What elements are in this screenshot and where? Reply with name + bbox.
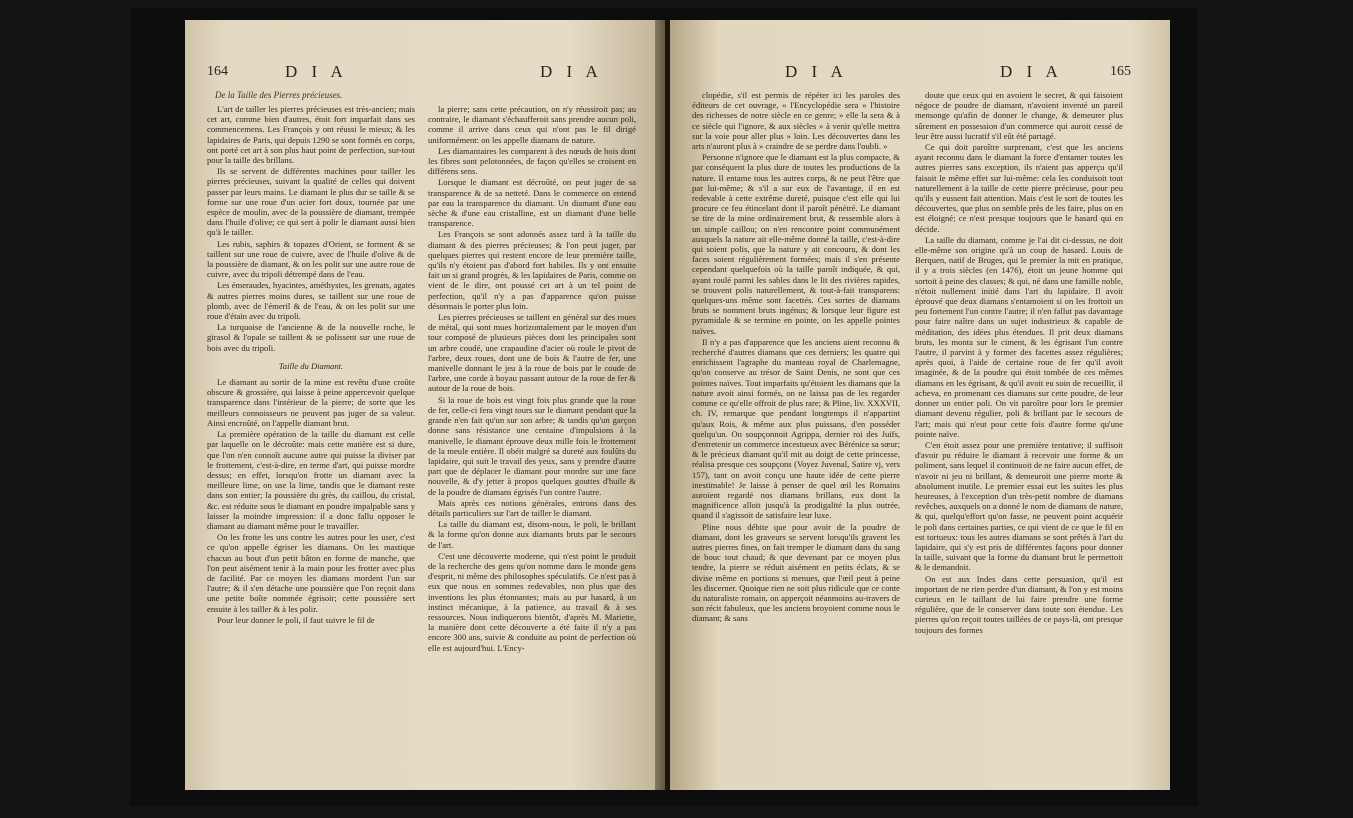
paragraph: La taille du diamant, comme je l'ai dit ci-dessus, ne doit elle-même son origine qu'à un coup de hasard. Louis de Berquen, natif de Bruges, qui le premier la mit en pratique, il y a trois siècles (en 1476), étoit un jeune homme qui sortoit à peine des classes; & qui, né dans une famille noble, n'étoit nullement initié dans l'art du lapidaire. Il avoit éprouvé que deux diamans s'entamoient si on les frottoit un peu fortement l'un contre l'autre; il n'en fallut pas davantage pour faire naître dans un sujet industrieux & capable de méditation, des idées plus étendues. Il prit deux diamans bruts, les monta sur le ciment, & les égrisant l'un contre l'autre, il parvint à y former des facettes assez régulières; après quoi, à l'aide de certaine roue de fer qu'il avoit imaginée, & de la poudre qui étoit tombée de ces mêmes diamans en les égrisant, & qu'il avoit eu soin de recueillir, il acheva, en promenant ces diamans sur cette poudre, de leur donner un entier poli. On vit paroître pour lors le premier diamant devenu régulier, poli & brillant par le secours de l'art; mais qui n'eut pour cette fois d'autre forme qu'une pointe naïve.: [915, 234, 1123, 439]
paragraph: Ils se servent de différentes machines pour tailler les pierres précieuses, suivant la qualité de celles qui doivent passer par leurs mains. Le diamant le plus dur se taille & se forme sur une roue d'un acier fort doux, tournée par une espèce de moulin, avec de la poussière de diamant, trempée dans l'huile d'olive; ce qui sert à polir le diamant aussi bien qu'à le tailler.: [207, 166, 415, 238]
paragraph: Personne n'ignore que le diamant est la plus compacte, & par conséquent la plus dure de toutes les productions de la nature. Il entame tous les autres corps, & ne peut l'être que par lui-même; & s'il a sur eux de l'avantage, il en est redevable à cette extrême dureté, puisque c'est elle qui lui procure ce feu étincelant dont il paroît pénétré. Le diamant se tire de la mine ordinairement brut, & ressemble alors à un simple caillou; on n'en rencontre point communément auxquels la nature ait elle-même donné la taille, c'est-à-dire qui soient polis, que la nature y ait concouru, & dont les faces soient régulièrement formées; mais il s'en présente cependant quelquefois où la taille paroît indiquée, & qui, ayant roulé parmi les sables dans le lit des rivières rapides, se trouvent polis naturellement, & tout-à-fait transparens: quelques-uns même sont facettés. Ces sortes de diamans bruts se nomment bruts ingénus; & lorsque leur figure est pyramidale & se termine en pointe, on les appelle pointes naïves.: [692, 152, 900, 336]
paragraph: Le diamant au sortir de la mine est revêtu d'une croûte obscure & grossière, qui laisse à peine appercevoir quelque transparence dans l'intérieur de la pierre; de sorte que les meilleurs connoisseurs ne peuvent pas juger de sa valeur. Ainsi encroûté, on l'appelle diamant brut.: [207, 377, 415, 428]
paragraph: doute que ceux qui en avoient le secret, & qui faisoient négoce de poudre de diamant, n'avoient inventé un pareil mensonge qu'afin de donner le change, & demeurer plus sûrement en possession d'un commerce qui auroit cessé de leur être aussi lucratif s'il eût été partagé.: [915, 90, 1123, 141]
paragraph: Les pierres précieuses se taillent en général sur des roues de métal, qui sont mues horizontalement par le moyen d'un tour composé de plusieurs pièces dont les principales sont un arbre coudé, une crapaudine d'acier où roule le pivot de l'arbre, deux roues, dont une de bois & l'autre de fer, une manivelle donnant le jeu à la roue de bois par le coude de l'arbre, une corde à boyau passant autour de la roue de fer & autour de la roue de bois.: [428, 312, 636, 394]
subsection-heading: Taille du Diamant.: [278, 360, 344, 371]
paragraph: clopédie, s'il est permis de répéter ici les paroles des éditeurs de cet ouvrage, « l'Encyclopédie sera » l'histoire des richesses de notre siècle en ce genre; » elle la sera & à ce siècle qui l'ignore, & aux siècles » à venir qu'elle mettra sur la voie pour aller plus » loin. Les découvertes dans les arts n'auront plus à » craindre de se perdre dans l'oubli. »: [692, 90, 900, 152]
left-column-1: [207, 104, 415, 626]
paragraph: Pour leur donner le poli, il faut suivre le fil de: [217, 614, 375, 625]
left-column-2: [428, 104, 636, 654]
paragraph: Les rubis, saphirs & topazes d'Orient, se forment & se taillent sur une roue de cuivre, avec de l'huile d'olive & de la poussière de diamant, & on les polit sur une autre roue de cuivre, avec du tripoli détrempé dans de l'eau.: [207, 238, 415, 280]
left-running-head: D I A: [285, 62, 348, 81]
right-running-head: D I A: [785, 62, 848, 81]
right-column-2: [915, 90, 1123, 636]
paragraph: C'en étoit assez pour une première tentative; il suffisoit d'avoir pu réduire le diamant à recevoir une forme & un poliment, sans lequel il continuoit de ne faire aucun effet, de n'avoir ni jeu ni brillant, & demeuroit une pierre morte & absolument inutile. Le premier essai eut les suites les plus heureuses, à l'exception d'un très-petit nombre de diamans revêches, auxquels on a donné le nom de diamans de nature, & qui, quelqu'effort qu'on fasse, ne peuvent point acquérir le poli dans certaines parties, ce qui vient de ce que le fil en est tortueux: tous les autres diamans se sont prêtés à l'art du lapidaire, qui s'y est pris de différentes façons pour donner la taille, suivant que la forme du diamant brut le permettoit & le demandoit.: [915, 439, 1123, 573]
left-page-number: 164: [207, 64, 228, 79]
paragraph: On les frotte les uns contre les autres pour les user, c'est ce qu'on appelle égriser les diamans. On les mastique chacun au bout d'un petit bâton en forme de manche, que l'on peut aisément tenir à la main pour les frotter avec plus de facilité. Par ce moyen les diamans mordent l'un sur l'autre; & il s'en détache une poussière que l'on reçoit dans une petite boîte nommée égrisoir; cette poussière sert ensuite à les tailler & à les polir.: [207, 532, 415, 614]
left-section-title: De la Taille des Pierres précieuses.: [215, 90, 343, 100]
left-running-head-2: D I A: [540, 62, 603, 81]
right-column-1: [692, 90, 900, 625]
right-page: [670, 20, 1170, 790]
paragraph: Il n'y a pas d'apparence que les anciens aient reconnu & recherché d'autres diamans que ces derniers; les quatre qui enrichissent l'agraphe du manteau royal de Charlemagne, qu'on conserve au trésor de Saint Denis, ne sont que ces pointes naïves. Tout imparfaits qu'étoient les diamans que la nature avoit ainsi formés, on ne laissa pas de les regarder comme ce qu'elle offroit de plus rare; & Pline, liv. XXXVII, ch. IV, remarque que pendant longtemps il n'appartint qu'aux Rois, & même aux plus puissans, d'en posséder quelqu'un. On soupçonnoit Agrippa, dernier roi des Juifs, d'entretenir un commerce incestueux avec Bérénice sa sœur; & le précieux diamant qu'il mit au doigt de cette princesse, réalisa presque ces soupçons (Voyez Juvenal, Satire vj, vers 157), tant on avoit conçu une haute idée de cette pierre inestimable! Je laisse à penser de quel œil les Romains auroient regardé nos diamans brillans, eux dont la magnificence alloit jusqu'à la prodigalité la plus outrée, quand il s'agissoit de satisfaire leur luxe.: [692, 336, 900, 521]
paragraph: Ce qui doit paroître surprenant, c'est que les anciens ayant reconnu dans le diamant la force d'entamer toutes les autres pierres sans exception, ils n'aient pas apperçu qu'il faisoit le même effet sur lui-même: cela les conduisoit tout naturellement à la taille de cette pierre précieuse, pour peu qu'ils y eussent fait attention. Mais c'est le sort de toutes les découvertes, que plus on semble près de les faire, plus on en est éloigné; ce n'est presque toujours que le hasard qui en décide.: [915, 142, 1123, 234]
right-running-head-2: D I A: [1000, 62, 1063, 81]
paragraph: C'est une découverte moderne, qui n'est point le produit de la recherche des gens qu'on nomme dans le monde gens d'esprit, ni même des philosophes spéculatifs. Ce n'est pas à eux que nous en sommes redevables, non plus que des inventions les plus étonnantes; mais au pur hasard, à un instinct mécanique, à la patience, au travail & à ses ressources. Nous indiquerons bientôt, d'après M. Mariette, la manière dont cette découverte a été faite il n'y a pas encore 300 ans, suivie & conduite au point de perfection où elle est aujourd'hui. L'Ency-: [428, 550, 636, 653]
paragraph: La turquoise de l'ancienne & de la nouvelle roche, le girasol & l'opale se taillent & se polissent sur une roue de bois avec du tripoli.: [207, 322, 415, 353]
paragraph: Les émeraudes, hyacintes, améthystes, les grenats, agates & autres pierres moins dures, se taillent sur une roue de plomb, avec de l'émeril & de l'eau, & on les polit sur une roue d'étain avec du tripoli.: [207, 280, 415, 322]
paragraph: Les diamantaires les comparent à des nœuds de bois dont les fibres sont pelotonnées, de façon qu'elles se croisent en différens sens.: [428, 145, 636, 177]
right-page-number: 165: [1110, 64, 1131, 79]
paragraph: la pierre; sans cette précaution, on n'y réussiroit pas; au contraire, le diamant s'échaufferoit sans prendre aucun poli, comme il arrive dans ceux qui n'ont pas le fil dirigé uniformément: on les appelle diamans de nature.: [428, 104, 636, 145]
paragraph: L'art de tailler les pierres précieuses est très-ancien; mais cet art, comme bien d'autres, étoit fort imparfait dans ses commencemens. Les François y ont réussi le mieux; & les lapidaires de Paris, qui depuis 1290 se sont formés en corps, ont porté cet art à son plus haut point de perfection, sur-tout pour la taille des brillans.: [207, 104, 415, 166]
left-page: [185, 20, 665, 790]
paragraph: Mais après ces notions générales, entrons dans des détails particuliers sur l'art de tailler le diamant.: [428, 497, 636, 518]
paragraph: Pline nous débite que pour avoir de la poudre de diamant, dont les graveurs se servent lorsqu'ils gravent les autres pierres fines, on fait tremper le diamant dans du sang de bouc tout chaud; & que devenant par ce moyen plus tendre, la pierre se réduit aisément en petits éclats, & se divise même en portions si menues, que l'œil peut à peine les discerner. Quoique rien ne soit plus ridicule que ce conte du naturaliste romain, on apperçoit néanmoins au-travers de son récit fabuleux, que les anciens broyoient comme nous le diamant; & sans: [692, 521, 900, 624]
paragraph: Si la roue de bois est vingt fois plus grande que la roue de fer, celle-ci fera vingt tours sur le diamant pendant que la grande n'en fait qu'un sur son arbre; & tandis qu'un garçon donne sans résistance une centaine d'impulsions à la manivelle, le diamant éprouve deux mille fois le frottement de la meule entière. Il obéit malgré sa dureté aux foulûts du lapidaire, qui suit le travail des yeux, sans y prendre d'autre part que de déplacer le diamant pour mordre sur une face nouvelle, & d'y jetter à propos quelques gouttes d'huile & de la poudre de diamans égrisés l'un contre l'autre.: [428, 394, 636, 497]
paragraph: On est aux Indes dans cette persuasion, qu'il est important de ne rien perdre d'un diamant, & l'on y est moins curieux en le taillant de lui faire prendre une forme régulière, que de le conserver dans toute son étendue. Les pierres qu'on reçoit toutes taillées de ce pays-là, ont presque toujours des formes: [915, 573, 1123, 635]
paragraph: Lorsque le diamant est décroûté, on peut juger de sa transparence & de sa netteté. Dans le commerce on entend par eau la transparence du diamant. Un diamant d'une eau sèche & d'une eau cristalline, est un diamant d'une belle transparence.: [428, 177, 636, 229]
paragraph: La première opération de la taille du diamant est celle par laquelle on le décroûte: mais cette matière est si dure, que l'on n'en connoît aucune autre qui puisse la diviser par le frottement, c'est-à-dire, en terme d'art, qui puisse mordre dessus; en effet, lorsqu'on frotte un diamant avec la meilleure lime, on use la lime, tandis que le diamant reste dans son entier; la poussière du grès, du caillou, du cristal, &c. est réduite sous le diamant en poudre impalpable sans y laisser la moindre impression: il a donc fallu opposer le diamant au diamant même pour le travailler.: [207, 429, 415, 531]
paragraph: Les François se sont adonnés assez tard à la taille du diamant & des pierres précieuses; & l'on peut juger, par quelques pierres qui restent encore de leur première taille, qu'ils n'y étoient pas d'abord fort habiles. Ils y ont ensuite fait un si grand progrès, & les lapidaires de Paris, comme on vient de le dire, ont poussé cet art à un tel point de perfection, qu'il n'y a pas d'apparence qu'on puisse désormais le porter plus loin.: [428, 229, 636, 311]
paragraph: La taille du diamant est, disons-nous, le poli, le brillant & la forme qu'on donne aux diamants bruts par le secours de l'art.: [428, 519, 636, 550]
